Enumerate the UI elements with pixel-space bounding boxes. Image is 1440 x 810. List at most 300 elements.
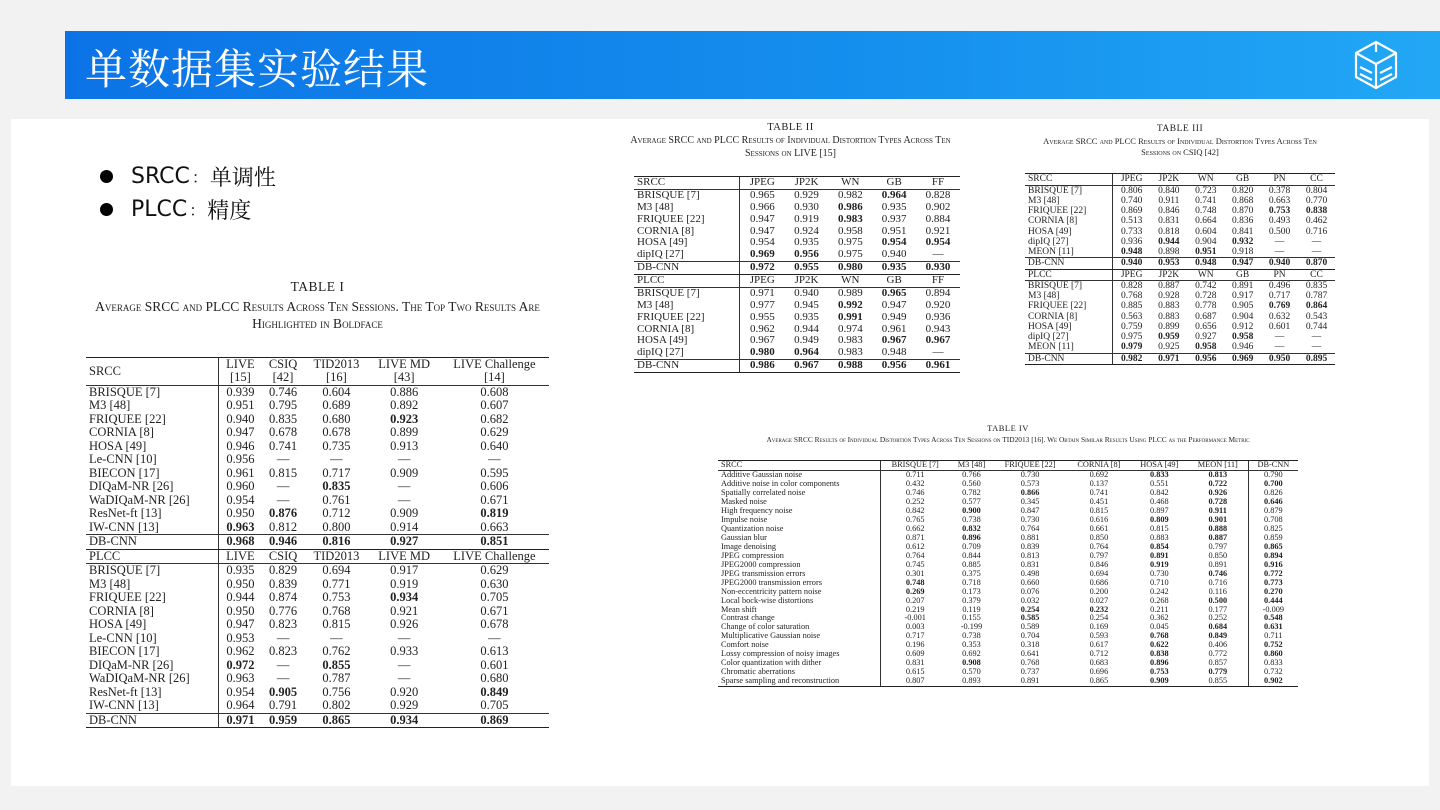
table-cell: 0.911 [1158,195,1180,206]
table-cell: — [397,657,411,672]
table-cell: 0.604 [322,384,351,399]
table-cell: 0.268 [1149,595,1169,605]
table-cell: 0.717 [322,465,351,480]
table-cell: Additive noise in color components [721,479,840,489]
table-cell: Image denoising [721,541,777,551]
table-cell: 0.870 [1231,206,1254,216]
table-cell: 0.790 [1248,471,1298,480]
table-cell: 0.951 [881,224,907,237]
table-cell: 0.989 [837,286,863,299]
table-cell: BRISQUE [7] [637,188,700,201]
table-cell: FRIQUEE [22] [89,411,166,426]
table-cell: 0.919 [390,576,419,591]
table-cell: 0.269 [880,588,950,597]
table-cell: 0.737 [1020,667,1040,677]
table-row [86,591,549,605]
table-cell: 0.686 [1089,577,1109,587]
table-cell: 0.548 [1248,614,1298,623]
table-cell: 0.947 [219,618,262,632]
table-cell: 0.892 [390,398,419,413]
table-cell: 0.815 [1089,506,1109,516]
table-cell: 0.765 [880,516,950,525]
table-cell: 0.874 [269,590,298,605]
table-cell: 0.956 [219,453,262,467]
table-cell: 0.137 [1089,479,1109,489]
table-cell: 0.954 [740,237,785,249]
table-cell: 0.904 [1195,236,1217,247]
table-cell: 0.252 [1208,613,1228,623]
table-cell: 0.768 [1112,291,1150,301]
table-cell: 0.935 [794,236,819,249]
table-cell: 0.710 [1149,577,1169,587]
table-cell: 0.595 [480,465,509,480]
table-cell: 0.764 [1020,523,1040,533]
table-cell: 0.847 [1020,506,1040,516]
table-cell: 0.865 [304,713,368,728]
table-cell: HOSA [49] [89,438,147,453]
table-cell: 0.855 [322,657,351,672]
table-cell: 0.768 [1020,658,1040,668]
table-cell: 0.935 [872,262,916,275]
table-4-block [718,423,1298,687]
table-cell: FF [916,275,960,288]
table-cell: 0.946 [262,535,305,550]
table-header-row [1025,174,1335,185]
table-cell: 0.748 [880,579,950,588]
table-cell: 0.219 [880,606,950,615]
table-cell: 0.924 [794,224,819,237]
table-cell: 0.573 [1020,479,1040,489]
table-row [86,659,549,673]
table-cell: 0.741 [1195,195,1217,206]
table-row [1025,196,1335,206]
table-cell: FRIQUEE [22] [637,212,705,225]
table-cell: 0.823 [269,644,298,659]
table-cell: 0.444 [1248,597,1298,606]
table-cell: 0.829 [269,563,298,578]
table-cell: GB [1224,174,1261,185]
table-cell: 0.746 [1208,568,1228,578]
table-cell: 0.779 [1208,667,1228,677]
table-1-block [80,279,555,728]
table-cell: 0.912 [1231,321,1254,332]
table-cell: 0.762 [322,644,351,659]
table-cell: — [276,492,290,507]
table-cell: DB-CNN [1025,353,1112,364]
table-cell: 0.764 [1089,541,1109,551]
table-cell: 0.641 [1020,649,1040,659]
table-cell: 0.809 [1149,514,1169,524]
table-1-label: TABLE I [290,279,345,294]
table-cell: 0.716 [1208,577,1228,587]
table-cell: 0.732 [1248,668,1298,677]
table-cell: 0.977 [740,300,785,312]
table-cell: 0.712 [322,506,351,521]
table-cell: 0.959 [262,713,305,728]
table-cell: 0.891 [1149,550,1169,560]
table-cell: 0.730 [1149,568,1169,578]
table-cell: 0.967 [740,335,785,347]
table-cell: SRCC [1025,174,1112,185]
table-cell: Local bock-wise distortions [721,595,814,605]
table-cell: BRISQUE [7] [637,286,700,299]
table-cell: 0.563 [1112,312,1150,322]
table-row [86,507,549,521]
table-cell: 0.891 [1231,280,1254,291]
table-cell: 0.753 [322,590,351,605]
table-cell: 0.897 [1149,506,1169,516]
table-cell: 0.748 [1195,206,1217,216]
table-cell: 0.923 [390,411,419,426]
table-cell: JPEG [740,177,785,190]
table-cell: — [1311,247,1322,257]
table-cell: 0.704 [1020,631,1040,641]
table-cell: 0.919 [1149,559,1169,569]
table-row [1025,322,1335,332]
table-cell: 0.844 [962,550,981,560]
table-cell: 0.045 [1149,622,1169,632]
table-cell: 0.682 [480,411,509,426]
table-cell: 0.935 [794,310,819,323]
table-cell: 0.678 [322,425,351,440]
table-cell: BIECON [17] [89,465,160,480]
table-cell: 0.869 [440,713,549,728]
table-cell: 0.908 [962,658,981,668]
table-cell: 0.930 [794,200,819,213]
table-row [634,202,960,214]
table-cell: WN [1187,174,1224,185]
table-cell: 0.705 [480,590,509,605]
table-row [86,632,549,646]
table-header-row [86,549,549,564]
table-cell: LIVE [219,549,262,564]
bullet-key: PLCC [131,197,188,222]
table-cell: 0.891 [1208,559,1228,569]
table-cell: 0.849 [1208,631,1228,641]
table-cell: 0.629 [480,563,509,578]
table-cell: 0.738 [962,514,981,524]
table-cell: 0.601 [480,657,509,672]
table-1 [86,357,549,729]
table-cell: 0.965 [881,286,907,299]
table-cell: MEON [11] [1188,461,1248,471]
table-cell: 0.932 [1231,236,1254,247]
table-cell: 0.925 [1158,342,1180,353]
table-cell: 0.577 [962,497,981,507]
table-row [718,677,1298,686]
table-cell: 0.891 [993,677,1067,686]
table-row [86,399,549,413]
table-cell: 0.883 [1149,532,1169,542]
table-cell: 0.929 [794,188,819,201]
table-cell: 0.913 [390,438,419,453]
table-cell: 0.740 [1112,196,1150,206]
table-cell: 0.956 [1187,353,1224,364]
table-cell: SRCC [634,177,740,190]
table-cell: Masked noise [721,497,767,507]
table-row [86,645,549,659]
table-cell: 0.730 [1020,514,1040,524]
table-cell: 0.968 [219,535,262,550]
table-cell: Comfort noise [721,640,769,650]
table-cell: FRIQUEE [22] [1028,301,1087,312]
table-cell: 0.353 [962,640,981,650]
table-row [634,214,960,226]
table-cell: CC [1298,174,1335,185]
table-row [86,564,549,578]
table-cell: — [276,657,290,672]
table-cell: 0.991 [837,310,863,323]
table-cell: M3 [48] [1028,291,1060,301]
table-cell: 0.836 [1231,216,1254,227]
table-cell: 0.854 [1149,541,1169,551]
table-cell: 0.770 [1305,195,1328,206]
table-cell: 0.934 [390,590,419,605]
table-cell: -0.009 [1248,606,1298,615]
table-cell: 0.860 [1248,650,1298,659]
table-cell: M3 [48] [637,200,674,213]
table-cell: 0.708 [1248,516,1298,525]
table-cell: 0.612 [880,543,950,552]
table-cell: 0.711 [880,471,950,480]
table-cell: MEON [11] [1028,247,1074,257]
slide-title: 单数据集实验结果 [85,45,430,94]
table-cell: 0.807 [880,677,950,686]
table-cell: 0.570 [962,667,981,677]
table-cell: 0.828 [1112,280,1150,291]
table-cell: High frequency noise [721,506,793,516]
table-cell: 0.927 [368,535,439,550]
table-cell: 0.831 [880,659,950,668]
table-cell: 0.894 [1248,552,1298,561]
table-cell: 0.631 [1248,623,1298,632]
table-cell: 0.960 [219,480,262,494]
table-cell: 0.815 [269,465,298,480]
table-cell: JP2K [1150,174,1187,185]
table-cell: DB-CNN [634,360,740,373]
table-cell: 0.345 [1020,497,1040,507]
table-cell: 0.865 [1248,543,1298,552]
table-cell: 0.963 [219,672,262,686]
table-cell: 0.730 [1020,470,1040,480]
table-cell: 0.841 [1231,226,1254,237]
table-cell: 0.589 [1020,622,1040,632]
table-3 [1025,173,1335,365]
table-cell: 0.979 [1112,342,1150,353]
table-row [86,467,549,481]
table-cell: CSIQ [262,549,305,564]
table-cell: IW-CNN [13] [89,698,159,713]
table-cell: 0.988 [828,360,872,373]
table-cell: 0.838 [1305,206,1328,216]
table-cell: 0.593 [1089,631,1109,641]
table-cell: Sparse sampling and reconstruction [718,677,880,686]
table-cell: 0.964 [881,188,907,201]
table-cell: 0.842 [880,507,950,516]
table-cell: 0.787 [1305,291,1328,301]
table-row-db-cnn [86,535,549,550]
table-cell: 0.876 [269,506,298,521]
table-cell: 0.831 [1020,559,1040,569]
table-4 [718,460,1298,687]
table-cell: 0.753 [1268,206,1291,216]
table-cell: 0.899 [390,425,419,440]
cube-logo-icon [1352,39,1400,91]
table-cell: 0.752 [1248,641,1298,650]
table-cell: 0.886 [390,384,419,399]
table-cell: -0.001 [880,614,950,623]
table-cell: 0.972 [219,659,262,673]
table-cell: 0.986 [837,200,863,213]
table-cell: 0.980 [828,262,872,275]
table-cell: 0.944 [794,322,819,335]
table-cell: Spatially correlated noise [721,488,806,498]
table-4-label: TABLE IV [987,423,1029,433]
table-cell: 0.771 [322,576,351,591]
table-cell: 0.815 [1149,523,1169,533]
table-cell: 0.709 [962,541,981,551]
table-cell: Impulse noise [721,514,768,524]
table-cell: FRIQUEE [22] [637,310,705,323]
table-cell: Le-CNN [10] [89,630,157,645]
table-cell: 0.928 [1158,291,1180,301]
table-cell: 0.838 [1149,649,1169,659]
table-cell: 0.543 [1305,311,1328,322]
table-cell: 0.717 [1268,291,1291,301]
table-cell: 0.883 [1158,301,1180,312]
table-cell: 0.920 [390,684,419,699]
table-cell: PLCC [1025,269,1112,280]
table-cell: 0.254 [1089,613,1109,623]
table-cell: 0.956 [872,360,916,373]
table-cell: — [397,492,411,507]
table-cell: 0.965 [740,189,785,201]
table-cell: 0.909 [390,465,419,480]
table-cell: 0.823 [269,617,298,632]
table-cell: 0.513 [1112,216,1150,226]
table-cell: 0.705 [480,698,509,713]
table-cell: 0.820 [1231,185,1254,196]
table-cell: 0.944 [1158,236,1180,247]
table-cell: IW-CNN [13] [89,519,159,534]
table-cell: 0.902 [925,200,951,213]
table-cell: 0.712 [1089,649,1109,659]
table-cell: 0.378 [1268,185,1291,196]
table-cell: 0.375 [962,568,981,578]
table-cell: 0.756 [322,684,351,699]
table-cell: 0.835 [1305,280,1328,291]
table-row [86,699,549,713]
table-cell: 0.909 [390,506,419,521]
table-row [1025,216,1335,226]
table-cell: 0.937 [881,212,907,225]
table-cell: JP2K [1150,269,1187,280]
table-cell: — [1274,247,1285,257]
table-cell: 0.904 [1231,311,1254,322]
table-cell: 0.027 [1089,595,1109,605]
table-cell: 0.689 [322,398,351,413]
table-cell: — [1274,342,1285,353]
table-cell: Mean shift [721,604,757,614]
table-cell: PLCC [634,275,740,288]
table-cell: 0.772 [1248,570,1298,579]
bullet-key: SRCC [131,164,190,189]
table-cell: 0.694 [1089,568,1109,578]
table-cell: 0.895 [1298,353,1335,364]
table-cell: Non-eccentricity pattern noise [721,586,822,596]
table-cell: WN [828,275,872,288]
table-row [86,521,549,535]
table-cell: 0.776 [269,603,298,618]
table-cell: 0.671 [480,603,509,618]
table-cell: 0.735 [322,438,351,453]
table-cell: HOSA [49] [89,617,147,632]
table-cell: 0.884 [925,212,951,225]
table-cell: 0.911 [1208,506,1227,516]
table-cell: 0.742 [1195,280,1217,291]
table-cell: 0.746 [269,384,298,399]
table-row [634,287,960,299]
table-cell: 0.850 [1089,532,1109,542]
table-cell: 0.935 [219,564,262,578]
table-3-caption: Average SRCC and PLCC Results of Individual Distortion Types Across Ten Sessions on CSIQ [42] [1043,136,1317,157]
table-cell: 0.802 [322,698,351,713]
table-cell: 0.946 [219,440,262,454]
table-cell: 0.840 [1158,185,1180,196]
table-cell: 0.700 [1248,480,1298,489]
table-cell: 0.944 [219,591,262,605]
table-cell: 0.959 [1158,332,1180,342]
table-cell: 0.498 [1020,568,1040,578]
table-cell: 0.741 [269,438,298,453]
table-cell: ResNet-ft [13] [89,684,162,699]
table-cell: 0.692 [1089,470,1109,480]
table-cell: M3 [48] [950,461,993,471]
table-row [86,494,549,508]
table-row [86,480,549,494]
table-cell: 0.200 [1089,586,1109,596]
table-cell: 0.671 [480,492,509,507]
table-cell: 0.866 [1020,488,1040,498]
table-cell: — [397,479,411,494]
table-cell: 0.791 [269,698,298,713]
table-cell: 0.782 [962,488,981,498]
table-cell: 0.694 [322,563,351,578]
table-row [1025,206,1335,216]
table-cell: 0.468 [1149,497,1169,507]
table-cell: 0.819 [480,506,509,521]
table-cell: JPEG [740,275,785,288]
table-cell: 0.950 [219,507,262,521]
table-cell: 0.918 [1231,247,1254,257]
table-cell: — [488,630,501,645]
table-cell: 0.119 [962,604,981,614]
table-cell: 0.933 [390,644,419,659]
table-cell: DB-CNN [1025,258,1112,269]
table-cell: 0.607 [480,398,509,413]
table-cell: 0.615 [880,668,950,677]
table-cell: 0.983 [837,334,863,347]
table-cell: dipIQ [27] [1028,236,1069,247]
table-cell: — [1311,342,1322,353]
table-cell: — [276,479,290,494]
table-cell: 0.684 [1208,622,1228,632]
table-cell: 0.795 [269,398,298,413]
table-cell: 0.196 [880,641,950,650]
table-cell: TID2013 [304,549,368,564]
table-cell: DIQaM-NR [26] [89,479,174,494]
table-cell: — [397,452,411,467]
